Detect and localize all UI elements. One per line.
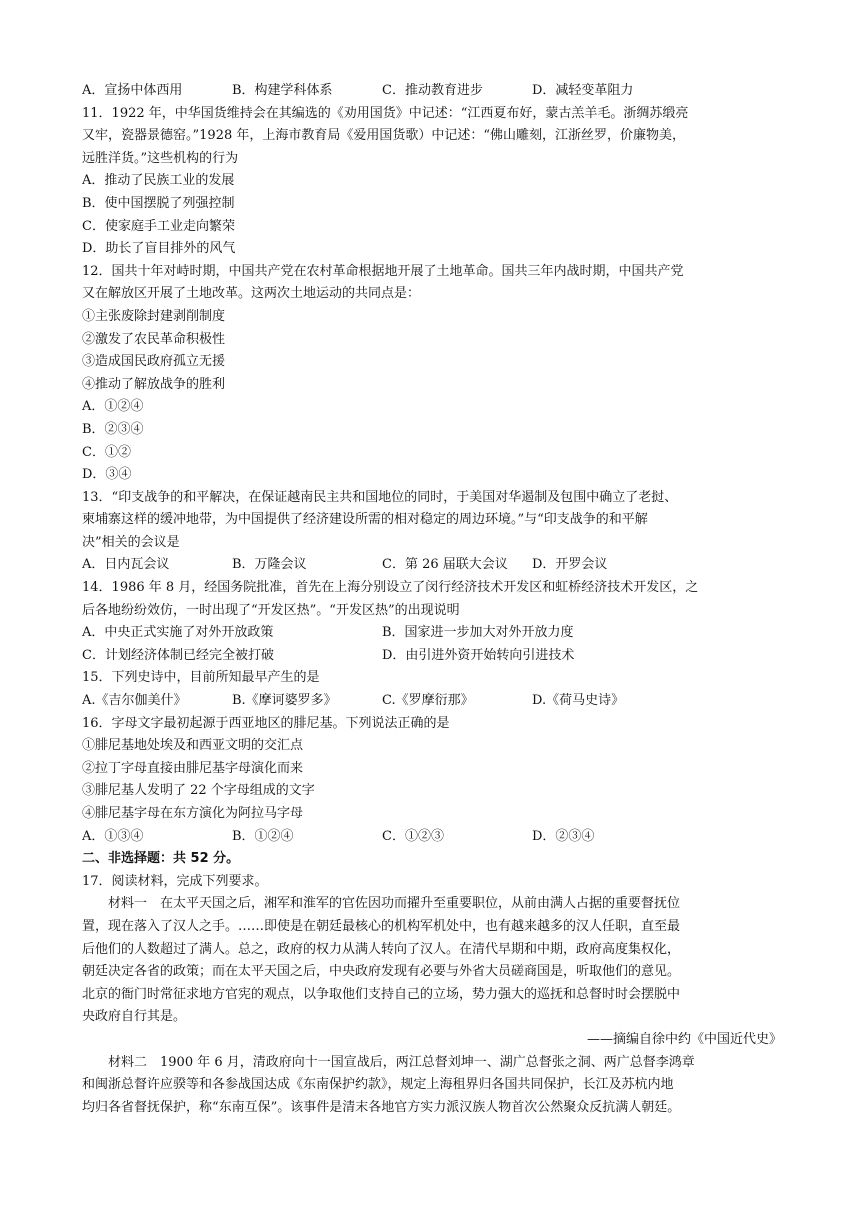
q13-options bbox=[82, 554, 782, 577]
q16-item: ①腓尼基地处埃及和西亚文明的交汇点 bbox=[82, 738, 304, 754]
q12-item: ③造成国民政府孤立无援 bbox=[82, 354, 226, 370]
material2-line: 和闽浙总督许应骙等和各参战国达成《东南保护约款》，规定上海租界归各国共同保护，长江及苏杭内地 bbox=[82, 1077, 674, 1093]
q14-option-d[interactable]: D．由引进外资开始转向引进技术 bbox=[382, 647, 575, 663]
q16-option-a[interactable]: A．①③④ bbox=[82, 828, 144, 844]
q13-stem-line: 13．“印支战争的和平解决，在保证越南民主共和国地位的同时，于美国对华遏制及包围中确立了老挝、 bbox=[82, 489, 678, 505]
q14-option-c[interactable]: C．计划经济体制已经完全被打破 bbox=[82, 647, 274, 663]
q15-option-a[interactable]: A.《吉尔伽美什》 bbox=[82, 693, 187, 709]
q16-item: ③腓尼基人发明了 22 个字母组成的文字 bbox=[82, 783, 315, 799]
q14-options-row1 bbox=[82, 622, 782, 645]
q17-material1 bbox=[82, 893, 782, 1029]
exam-page bbox=[82, 80, 782, 1119]
section-heading: 二、非选择题：共 52 分。 bbox=[82, 851, 240, 867]
material2-line: 均归各省督抚保护，称“东南互保”。该事件是清末各地官方实力派汉族人物首次公然聚众反抗满人朝廷。 bbox=[82, 1099, 681, 1115]
q16-item: ②拉丁字母直接由腓尼基字母演化而来 bbox=[82, 760, 304, 776]
q12-option-c[interactable]: C．①② bbox=[82, 444, 131, 460]
q14-stem-line: 14．1986 年 8 月，经国务院批准，首先在上海分别设立了闵行经济技术开发区和虹桥经济技术开发区，之 bbox=[82, 580, 699, 596]
q13-option-c[interactable]: C．第 26 届联大会议 bbox=[382, 557, 508, 573]
q17-stem: 17．阅读材料，完成下列要求。 bbox=[82, 873, 268, 889]
q12-option-d[interactable]: D．③④ bbox=[82, 467, 132, 483]
q16-option-b[interactable]: B．①②④ bbox=[232, 828, 294, 844]
material1-line: 后他们的人数超过了满人。总之，政府的权力从满人转向了汉人。在清代早期和中期，政府高度集权化， bbox=[82, 941, 681, 957]
q11-stem bbox=[82, 103, 782, 171]
q16-options bbox=[82, 826, 782, 849]
q11-stem-line: 11．1922 年，中华国货维持会在其编选的《劝用国货》中记述：“江西夏布好，蒙古羔羊毛。浙绸苏缎亮 bbox=[82, 105, 689, 121]
q11-option-d[interactable]: D．助长了盲目排外的风气 bbox=[82, 241, 236, 257]
q16-stem: 16．字母文字最初起源于西亚地区的腓尼基。下列说法正确的是 bbox=[82, 715, 450, 731]
q12-stem-line: 又在解放区开展了土地改革。这两次土地运动的共同点是： bbox=[82, 286, 421, 302]
q11-stem-line: 又牢，瓷器景德窑。”1928 年，上海市教育局《爱用国货歌）中记述：“佛山雕刻，江浙丝罗，价廉物美， bbox=[82, 128, 686, 144]
q12-option-b[interactable]: B．②③④ bbox=[82, 421, 144, 437]
material1-source: ——摘编自徐中约《中国近代史》 bbox=[586, 1031, 782, 1047]
material1-line: 北京的衙门时常征求地方官宪的观点，以争取他们支持自己的立场，势力强大的巡抚和总督时时会摆脱中 bbox=[82, 986, 681, 1002]
q11-option-a[interactable]: A．推动了民族工业的发展 bbox=[82, 173, 235, 189]
q15-stem: 15．下列史诗中，目前所知最早产生的是 bbox=[82, 670, 320, 686]
material2-line: 材料二 1900 年 6 月，清政府向十一国宣战后，两江总督刘坤一、湖广总督张之洞、两广总督李鸿章 bbox=[108, 1054, 695, 1070]
q12-option-a[interactable]: A．①②④ bbox=[82, 399, 144, 415]
q16-option-c[interactable]: C．①②③ bbox=[382, 828, 444, 844]
q11-option-b[interactable]: B．使中国摆脱了列强控制 bbox=[82, 195, 235, 211]
q15-option-d[interactable]: D.《荷马史诗》 bbox=[532, 693, 625, 709]
material1-line: 置，现在落入了汉人之手。……即使是在朝廷最核心的机构军机处中，也有越来越多的汉人任职，直至最 bbox=[82, 918, 681, 934]
q11-option-c[interactable]: C．使家庭手工业走向繁荣 bbox=[82, 218, 235, 234]
q10-option-d[interactable]: D．减轻变革阻力 bbox=[532, 83, 634, 98]
q13-option-d[interactable]: D．开罗会议 bbox=[532, 557, 608, 573]
q12-stem-line: 12．国共十年对峙时期，中国共产党在农村革命根据地开展了土地革命。国共三年内战时期，中国共产党 bbox=[82, 263, 684, 279]
q13-option-a[interactable]: A．日内瓦会议 bbox=[82, 557, 170, 573]
q10-option-a[interactable]: A．宣扬中体西用 bbox=[82, 83, 183, 98]
q16-item: ④腓尼基字母在东方演化为阿拉马字母 bbox=[82, 806, 304, 821]
q12-item: ①主张废除封建剥削制度 bbox=[82, 308, 226, 324]
q13-option-b[interactable]: B．万隆会议 bbox=[232, 557, 307, 573]
q15-option-b[interactable]: B.《摩诃婆罗多》 bbox=[232, 693, 337, 709]
q14-options-row2 bbox=[82, 645, 782, 668]
material1-line: 材料一 在太平天国之后，湘军和淮军的官佐因功而擢升至重要职位，从前由满人占据的重要督抚位 bbox=[108, 896, 681, 912]
q15-options bbox=[82, 690, 782, 713]
q14-stem-line: 后各地纷纷效仿，一时出现了“开发区热”。“开发区热”的出现说明 bbox=[82, 602, 460, 618]
q12-item: ②激发了农民革命积极性 bbox=[82, 331, 226, 347]
q13-stem-line: 柬埔寨这样的缓冲地带，为中国提供了经济建设所需的相对稳定的周边环境。”与“印支战争的和平解 bbox=[82, 512, 648, 528]
q16-option-d[interactable]: D．②③④ bbox=[532, 828, 595, 844]
material1-line: 朝廷决定各省的政策；而在太平天国之后，中央政府发现有必要与外省大员磋商国是，听取他们的意见。 bbox=[82, 964, 681, 980]
q15-option-c[interactable]: C.《罗摩衍那》 bbox=[382, 693, 474, 709]
material1-line: 央政府自行其是。 bbox=[82, 1009, 187, 1025]
q12-item: ④推动了解放战争的胜利 bbox=[82, 376, 226, 392]
q13-stem-line: 决”相关的会议是 bbox=[82, 534, 180, 550]
q10-options bbox=[82, 80, 782, 103]
q10-option-c[interactable]: C．推动教育进步 bbox=[382, 83, 483, 98]
q11-stem-line: 远胜洋货。”这些机构的行为 bbox=[82, 150, 239, 166]
q14-option-a[interactable]: A．中央正式实施了对外开放政策 bbox=[82, 625, 274, 641]
q17-material2 bbox=[82, 1052, 782, 1120]
q14-option-b[interactable]: B．国家进一步加大对外开放力度 bbox=[382, 625, 574, 641]
q10-option-b[interactable]: B．构建学科体系 bbox=[232, 83, 333, 98]
